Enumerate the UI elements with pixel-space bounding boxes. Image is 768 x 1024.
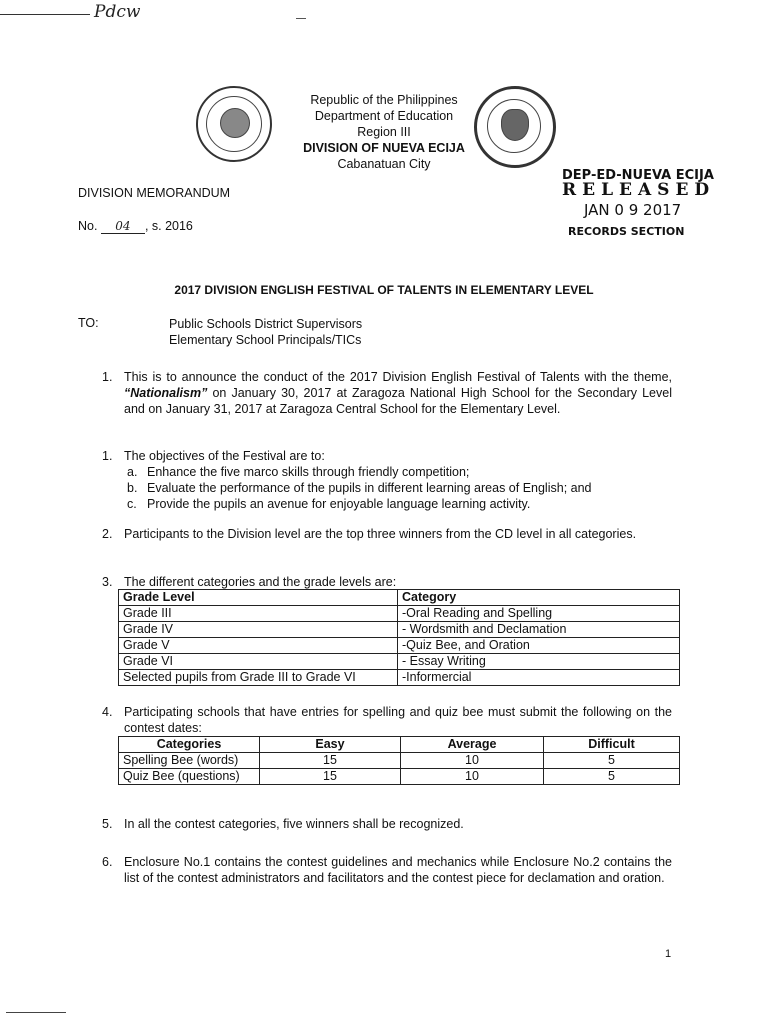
paragraph-6 (102, 816, 672, 832)
stamp-date: JAN 0 9 2017 (584, 201, 682, 219)
entries-table (118, 736, 680, 785)
cell-average: 10 (401, 753, 544, 769)
table-row (119, 753, 680, 769)
table-row (119, 606, 680, 622)
cell-grade: Grade VI (119, 654, 398, 670)
letterhead-line-4: DIVISION OF NUEVA ECIJA (303, 141, 465, 155)
memo-number-handwritten: 04 (101, 219, 145, 234)
objective-a-text: Enhance the five marco skills through friendly competition; (147, 465, 470, 479)
cell-category: Quiz Bee (questions) (119, 769, 260, 785)
paragraph-4 (102, 574, 672, 590)
table-row (119, 769, 680, 785)
memo-number-prefix: No. (78, 219, 98, 233)
theme-text: “Nationalism” (124, 386, 208, 400)
paragraph-2-text: The objectives of the Festival are to: (124, 449, 325, 463)
cell-easy: 15 (260, 753, 401, 769)
paragraph-1-number: 1. (102, 370, 113, 384)
paragraph-5 (102, 704, 672, 736)
cell-category: Spelling Bee (words) (119, 753, 260, 769)
letterhead-line-3: Region III (357, 125, 411, 139)
paragraph-2 (102, 448, 672, 512)
objective-c-letter: c. (127, 497, 137, 511)
objective-c-text: Provide the pupils an avenue for enjoyable language learning activity. (147, 497, 531, 511)
pen-dash (296, 18, 306, 19)
memo-number (78, 219, 193, 234)
letterhead-line-5: Cabanatuan City (337, 157, 431, 171)
objective-c (127, 496, 672, 512)
cell-easy: 15 (260, 769, 401, 785)
table-header (119, 590, 680, 606)
republic-seal (474, 86, 556, 168)
letterhead-line-1: Republic of the Philippines (310, 93, 458, 107)
objective-b-text: Evaluate the performance of the pupils in different learning areas of English; and (147, 481, 592, 495)
cell-difficult: 5 (544, 769, 680, 785)
objective-b (127, 480, 672, 496)
letterhead (0, 92, 768, 172)
paragraph-5-number: 4. (102, 705, 113, 719)
header-average: Average (401, 737, 544, 753)
categories-table (118, 589, 680, 686)
stamp-status: RELEASED (562, 180, 716, 200)
recipient-2: Elementary School Principals/TICs (169, 333, 362, 347)
table-row (119, 638, 680, 654)
stamp-section: RECORDS SECTION (568, 225, 685, 238)
page-number: 1 (665, 948, 672, 960)
paragraph-1-text-b: on January 30, 2017 at Zaragoza National High School for the Secondary Level and on January 31, 2017 at Zaragoza Central School for the Elementary Level. (124, 386, 672, 416)
handwritten-note: Pdcw (94, 2, 141, 22)
header-categories: Categories (119, 737, 260, 753)
cell-grade: Selected pupils from Grade III to Grade VI (119, 670, 398, 686)
paragraph-7-number: 6. (102, 855, 113, 869)
cell-category: - Essay Writing (398, 654, 680, 670)
paragraph-1-text (124, 369, 672, 417)
header-difficult: Difficult (544, 737, 680, 753)
released-stamp (562, 168, 722, 238)
cell-grade: Grade IV (119, 622, 398, 638)
memo-title: 2017 DIVISION ENGLISH FESTIVAL OF TALENTS IN ELEMENTARY LEVEL (174, 283, 594, 297)
letterhead-line-2: Department of Education (314, 109, 454, 123)
header-easy: Easy (260, 737, 401, 753)
to-label: TO: (78, 316, 99, 330)
stamp-office: DEP-ED-NUEVA ECIJA (562, 168, 714, 183)
bottom-left-rule (6, 1012, 66, 1013)
paragraph-5-text: Participating schools that have entries for spelling and quiz bee must submit the following on the contest dates: (124, 705, 672, 735)
header-category: Category (398, 590, 680, 606)
memo-type: DIVISION MEMORANDUM (78, 186, 231, 200)
paragraph-4-text: The different categories and the grade levels are: (124, 575, 397, 589)
paragraph-3 (102, 526, 672, 542)
paragraph-1 (102, 369, 672, 417)
table-row (119, 622, 680, 638)
table-header (119, 737, 680, 753)
cell-category: - Wordsmith and Declamation (398, 622, 680, 638)
cell-category: -Informercial (398, 670, 680, 686)
memo-number-suffix: , s. 2016 (144, 219, 193, 233)
cell-category: -Oral Reading and Spelling (398, 606, 680, 622)
paragraph-2-number: 1. (102, 449, 113, 463)
paragraph-3-number: 2. (102, 527, 113, 541)
top-left-rule (0, 14, 90, 15)
paragraph-7-text: Enclosure No.1 contains the contest guidelines and mechanics while Enclosure No.2 contains the list of the contest administrators and facilitators and the contest piece for declamation and oration. (124, 855, 672, 885)
table-row (119, 654, 680, 670)
objective-a (127, 464, 672, 480)
cell-grade: Grade III (119, 606, 398, 622)
cell-difficult: 5 (544, 753, 680, 769)
cell-average: 10 (401, 769, 544, 785)
paragraph-6-text: In all the contest categories, five winners shall be recognized. (124, 817, 464, 831)
paragraph-3-text: Participants to the Division level are the top three winners from the CD level in all categories. (124, 527, 637, 541)
recipient-1: Public Schools District Supervisors (169, 317, 363, 331)
table-row (119, 670, 680, 686)
paragraph-4-number: 3. (102, 575, 113, 589)
cell-category: -Quiz Bee, and Oration (398, 638, 680, 654)
paragraph-6-number: 5. (102, 817, 113, 831)
paragraph-7 (102, 854, 672, 886)
objective-a-letter: a. (127, 465, 138, 479)
paragraph-1-text-a: This is to announce the conduct of the 2017 Division English Festival of Talents with the theme, (124, 370, 672, 384)
objective-b-letter: b. (127, 481, 138, 495)
header-grade-level: Grade Level (119, 590, 398, 606)
recipients (169, 316, 362, 348)
cell-grade: Grade V (119, 638, 398, 654)
